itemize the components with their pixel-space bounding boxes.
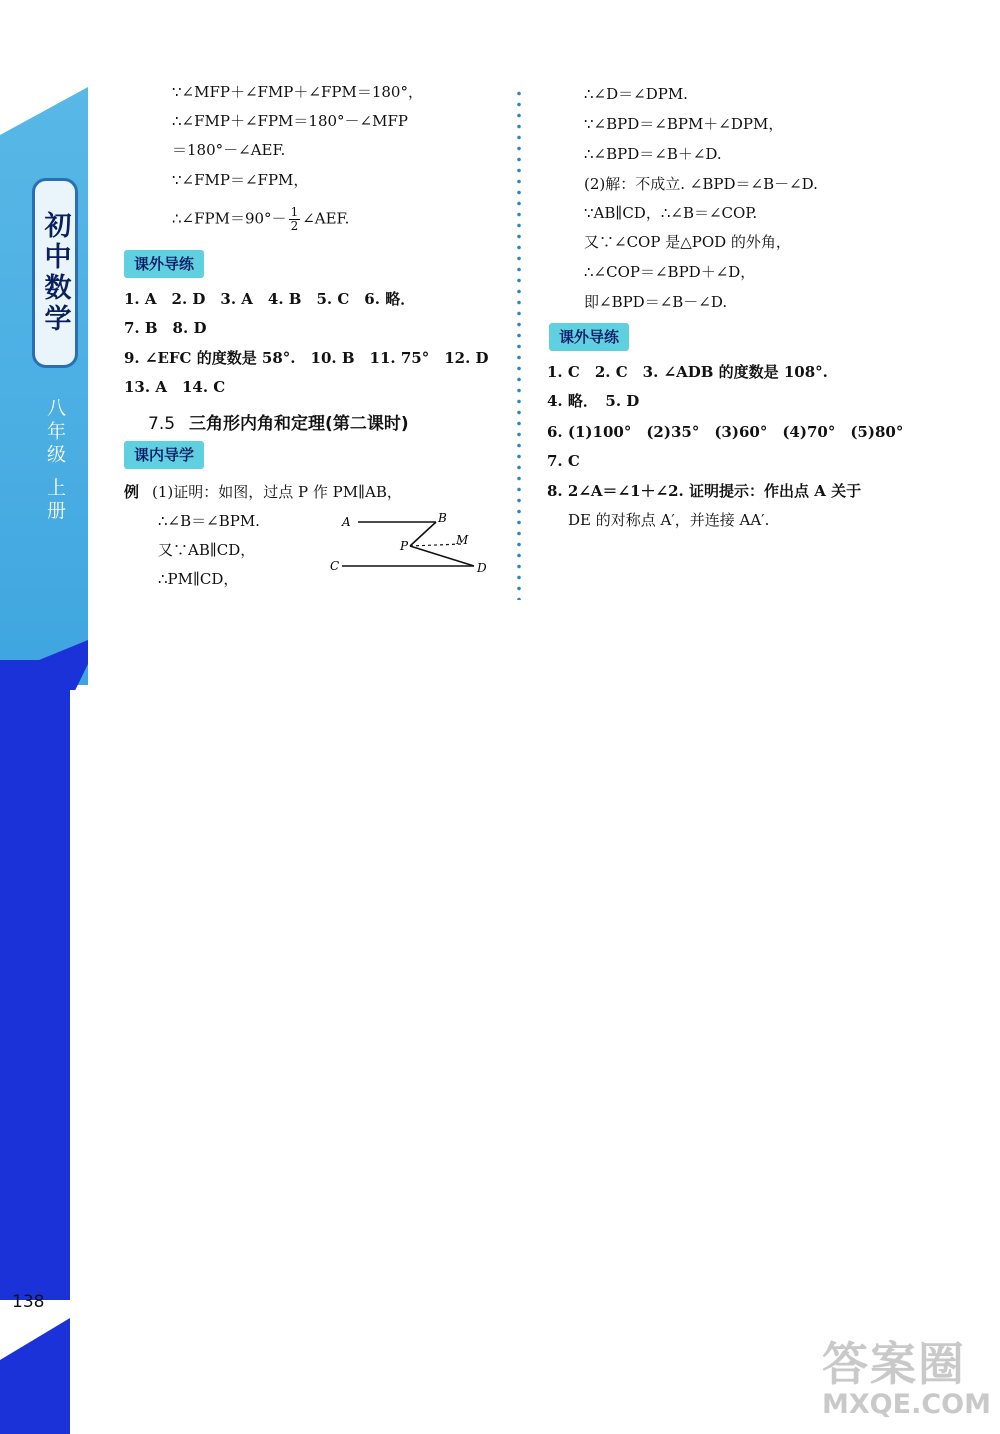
geometry-diagram — [326, 508, 496, 580]
example-line: 又∵AB∥CD， — [158, 541, 256, 559]
spine-gap — [70, 690, 88, 1434]
proof-line: 又∵∠COP 是△POD 的外角， — [584, 233, 791, 251]
example-line: ∴∠B＝∠BPM. — [158, 512, 260, 530]
proof-line: (2)解：不成立. ∠BPD＝∠B－∠D. — [584, 175, 818, 193]
watermark-main: 答案圈 — [822, 1337, 966, 1391]
proof-line: ∵∠MFP＋∠FMP＋∠FPM＝180°， — [172, 83, 423, 101]
label-m: M — [456, 533, 469, 547]
label-b: B — [438, 511, 447, 525]
answer-line: 1. C 2. C 3. ∠ADB 的度数是 108°. — [547, 363, 828, 381]
fraction-suffix: ∠AEF. — [302, 209, 350, 228]
column-divider — [517, 88, 521, 600]
segment-bp — [410, 522, 436, 546]
page-number: 138 — [12, 1292, 45, 1312]
answer-line: 7. C — [547, 452, 580, 470]
proof-line-fraction — [172, 206, 349, 233]
fraction-denominator: 2 — [290, 219, 299, 233]
answer-line: 9. ∠EFC 的度数是 58°. 10. B 11. 75° 12. D — [124, 349, 489, 367]
example-line: (1)证明：如图，过点 P 作 PM∥AB， — [152, 483, 402, 501]
label-c: C — [330, 559, 340, 573]
segment-pm — [410, 544, 462, 546]
label-d: D — [477, 561, 487, 575]
section-heading — [148, 409, 409, 434]
example-line: ∴PM∥CD， — [158, 570, 239, 588]
answer-line: 6. (1)100° (2)35° (3)60° (4)70° (5)80° — [547, 423, 904, 441]
grade-label: 八年级 上册 — [44, 398, 66, 524]
answer-line: 8. 2∠A＝∠1＋∠2. 证明提示：作出点 A 关于 — [547, 482, 862, 500]
proof-line: ∴∠BPD＝∠B＋∠D. — [584, 145, 722, 163]
answer-line: 7. B 8. D — [124, 319, 207, 337]
example-label: 例 — [124, 483, 140, 501]
fraction-prefix: ∴∠FPM＝90°－ — [172, 209, 287, 228]
answer-line: 1. A 2. D 3. A 4. B 5. C 6. 略． — [124, 290, 416, 308]
label-a: A — [342, 515, 351, 529]
watermark-sub: MXQE.COM — [822, 1389, 991, 1420]
badge-after-class-right: 课外导练 — [549, 323, 629, 351]
proof-line: ∵∠FMP＝∠FPM， — [172, 171, 309, 189]
badge-after-class: 课外导练 — [124, 250, 204, 278]
proof-line: ＝180°－∠AEF. — [172, 141, 286, 159]
watermark-logo — [822, 1338, 992, 1428]
fraction-numerator: 1 — [290, 205, 299, 219]
proof-line: 即∠BPD＝∠B－∠D. — [584, 293, 728, 311]
fraction — [289, 206, 301, 233]
proof-line: ∵∠BPD＝∠BPM＋∠DPM， — [584, 115, 784, 133]
spine-light-band — [0, 85, 88, 685]
answer-line: DE 的对称点 A′，并连接 AA′. — [568, 511, 770, 529]
proof-line: ∵AB∥CD，∴∠B＝∠COP. — [584, 204, 758, 222]
segment-pd — [410, 546, 474, 566]
section-number: 7.5 — [148, 414, 176, 434]
section-title: 三角形内角和定理(第二课时) — [189, 414, 409, 434]
proof-line: ∴∠COP＝∠BPD＋∠D， — [584, 263, 756, 281]
book-title: 初中数学 — [39, 211, 71, 335]
answer-line: 13. A 14. C — [124, 378, 226, 396]
label-p: P — [400, 539, 409, 553]
badge-in-class: 课内导学 — [124, 441, 204, 469]
proof-line: ∴∠FMP＋∠FPM＝180°－∠MFP — [172, 112, 408, 130]
answer-line: 4. 略． 5. D — [547, 392, 640, 410]
book-spine — [0, 0, 88, 1434]
proof-line: ∴∠D＝∠DPM. — [584, 85, 688, 103]
book-title-box — [32, 178, 78, 368]
